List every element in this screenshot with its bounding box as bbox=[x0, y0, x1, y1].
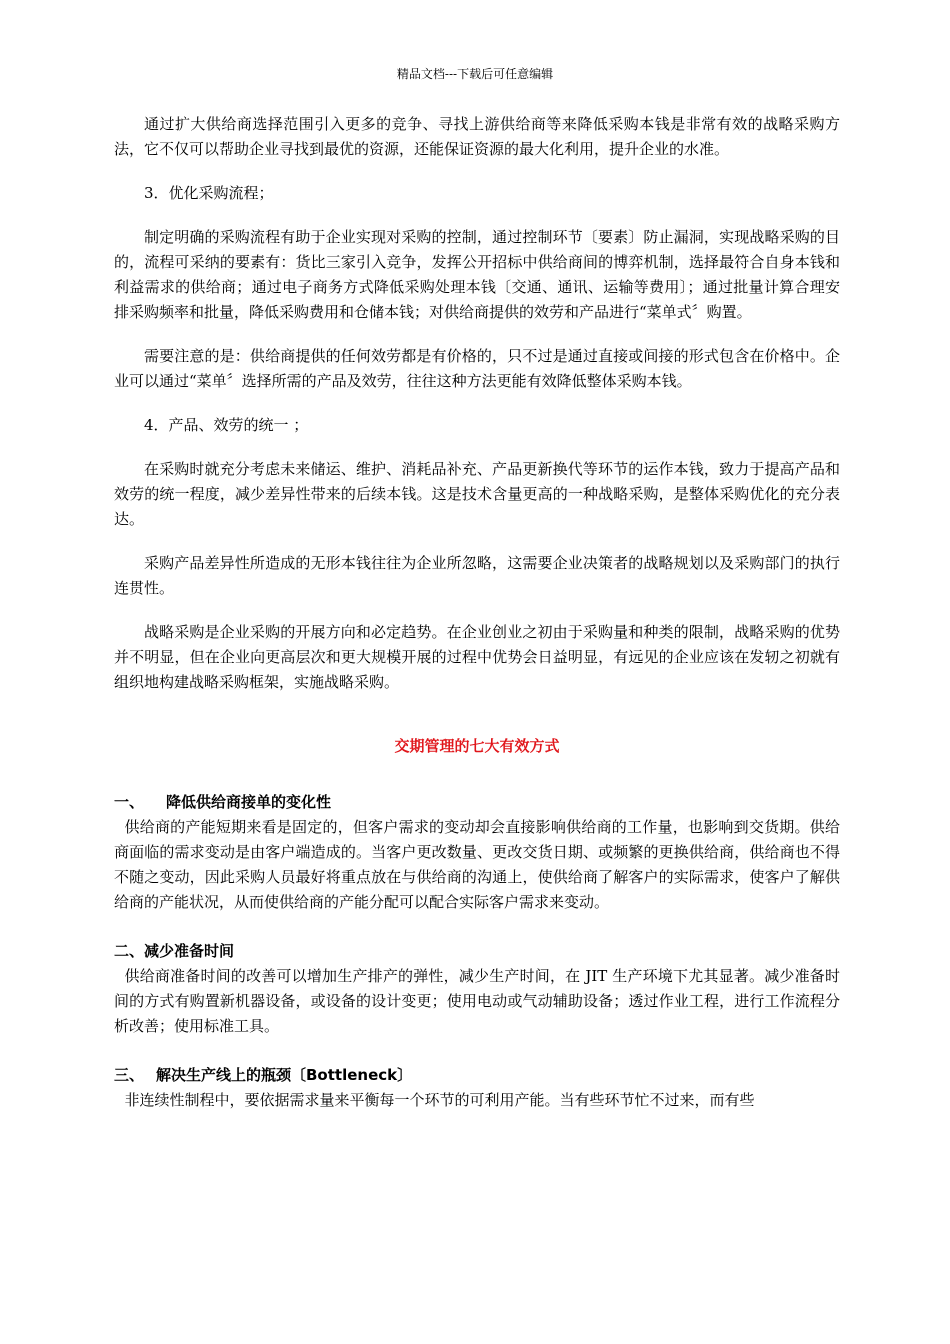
paragraph: 需要注意的是：供给商提供的任何效劳都是有价格的，只不过是通过直接或间接的形式包含在价格中。企业可以通过“菜单〞选择所需的产品及效劳，往往这种方法更能有效降低整体采购本钱。 bbox=[114, 347, 840, 390]
item-title: 减少准备时间 bbox=[144, 942, 235, 960]
item-number: 一、 bbox=[114, 793, 145, 811]
paragraph: 在采购时就充分考虑未来储运、维护、消耗品补充、产品更新换代等环节的运作本钱，致力于提高产品和效劳的统一程度，减少差异性带来的后续本钱。这是技术含量更高的一种战略采购，是整体采购优化的充分表达。 bbox=[114, 460, 840, 528]
item-heading bbox=[114, 1063, 840, 1088]
item-title: 解决生产线上的瓶颈〔Bottleneck〕 bbox=[156, 1066, 413, 1084]
item-heading bbox=[114, 939, 840, 964]
item-title: 降低供给商接单的变化性 bbox=[166, 793, 332, 811]
page-header: 精品文档---下载后可任意编辑 bbox=[396, 67, 554, 81]
item-text: 供给商准备时间的改善可以增加生产排产的弹性，减少生产时间，在 JIT 生产环境下尤其显著。减少准备时间的方式有购置新机器设备，或设备的设计变更；使用电动或气动辅助设备；透过作业工程，进行工作流程分析改善；使用标准工具。 bbox=[114, 967, 840, 1035]
subheading-unification: 4．产品、效劳的统一 ； bbox=[144, 416, 309, 434]
item-heading bbox=[114, 790, 840, 815]
item-number: 二、 bbox=[114, 942, 145, 960]
item-text: 供给商的产能短期来看是固定的，但客户需求的变动却会直接影响供给商的工作量，也影响到交货期。供给商面临的需求变动是由客户端造成的。当客户更改数量、更改交货日期、或频繁的更换供给商，供给商也不得不随之变动，因此采购人员最好将重点放在与供给商的沟通上，使供给商了解客户的实际需求，使客户了解供给商的产能状况，从而使供给商的产能分配可以配合实际客户需求来变动。 bbox=[114, 818, 840, 911]
document-body bbox=[114, 112, 840, 1137]
item-text: 非连续性制程中，要依据需求量来平衡每一个环节的可利用产能。当有些环节忙不过来，而有些 bbox=[124, 1091, 755, 1109]
paragraph: 采购产品差异性所造成的无形本钱往往为企业所忽略，这需要企业决策者的战略规划以及采购部门的执行连贯性。 bbox=[114, 554, 840, 597]
paragraph: 战略采购是企业采购的开展方向和必定趋势。在企业创业之初由于采购量和种类的限制，战略采购的优势并不明显，但在企业向更高层次和更大规模开展的过程中优势会日益明显，有远见的企业应该在发轫之初就有组织地构建战略采购框架，实施战略采购。 bbox=[114, 623, 840, 691]
paragraph: 通过扩大供给商选择范围引入更多的竞争、寻找上游供给商等来降低采购本钱是非常有效的战略采购方法，它不仅可以帮助企业寻找到最优的资源，还能保证资源的最大化利用，提升企业的水准。 bbox=[114, 115, 840, 158]
subheading-optimize-process: 3．优化采购流程； bbox=[144, 184, 274, 202]
section-title: 交期管理的七大有效方式 bbox=[394, 737, 560, 755]
item-number: 三、 bbox=[114, 1066, 145, 1084]
paragraph: 制定明确的采购流程有助于企业实现对采购的控制，通过控制环节〔要素〕防止漏洞，实现战略采购的目的，流程可采纳的要素有：货比三家引入竞争，发挥公开招标中供给商间的博弈机制，选择最符合自身本钱和利益需求的供给商；通过电子商务方式降低采购处理本钱〔交通、通讯、运输等费用〕；通过批量计算合理安排采购频率和批量，降低采购费用和仓储本钱；对供给商提供的效劳和产品进行“菜单式〞购置。 bbox=[114, 228, 840, 321]
